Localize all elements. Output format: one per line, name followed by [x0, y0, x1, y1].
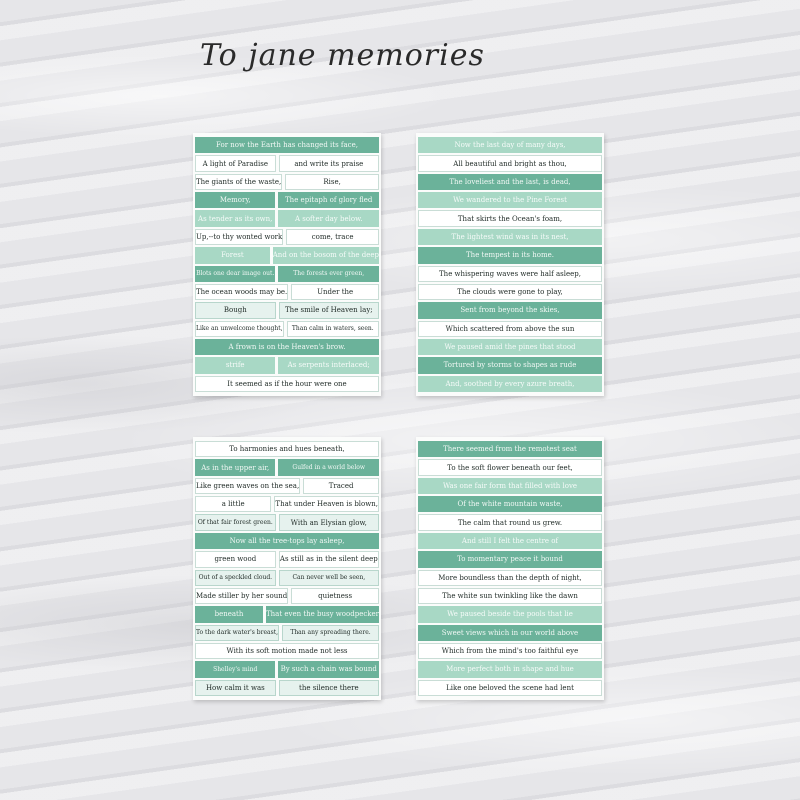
sticker-row [416, 320, 604, 338]
word-sticker: And still I felt the centre of [418, 533, 602, 549]
word-sticker: Out of a speckled cloud. [195, 570, 276, 586]
sticker-row [193, 283, 381, 301]
word-sticker: The ocean woods may be. [195, 284, 288, 300]
sticker-sheet-top-right [416, 133, 604, 396]
sticker-sheet-bottom-right [416, 437, 604, 700]
word-sticker: That skirts the Ocean's foam, [418, 210, 602, 226]
sticker-sheet-bottom-left [193, 437, 381, 700]
word-sticker: The lightest wind was in its nest, [418, 229, 602, 245]
sticker-row [416, 356, 604, 374]
sticker-row [193, 154, 381, 172]
word-sticker: Shelley's mind [195, 661, 275, 677]
word-sticker: Gulfed in a world below [278, 459, 379, 475]
sticker-row [193, 320, 381, 338]
word-sticker: Sent from beyond the skies, [418, 302, 602, 318]
sticker-row [416, 569, 604, 587]
sticker-row [416, 173, 604, 191]
word-sticker: quietness [291, 588, 379, 604]
word-sticker: Can never well be seen, [279, 570, 379, 586]
word-sticker: The clouds were gone to play, [418, 284, 602, 300]
sticker-row [193, 356, 381, 374]
sticker-row [193, 642, 381, 660]
word-sticker: To the soft flower beneath our feet, [418, 459, 602, 475]
word-sticker: Under the [291, 284, 379, 300]
sticker-row [193, 477, 381, 495]
word-sticker: The tempest in its home. [418, 247, 602, 263]
word-sticker: There seemed from the remotest seat [418, 441, 602, 457]
sticker-row [193, 458, 381, 476]
word-sticker: Rise, [285, 174, 379, 190]
word-sticker: Traced [303, 478, 379, 494]
word-sticker: Of that fair forest green. [195, 514, 276, 530]
sticker-row [416, 477, 604, 495]
word-sticker: The loveliest and the last, is dead, [418, 174, 602, 190]
word-sticker: and write its praise [279, 155, 379, 171]
sticker-row [193, 660, 381, 678]
sticker-row [416, 495, 604, 513]
sticker-row [416, 587, 604, 605]
word-sticker: Which scattered from above the sun [418, 321, 602, 337]
word-sticker: Memory, [195, 192, 275, 208]
sticker-row [416, 605, 604, 623]
sticker-row [193, 569, 381, 587]
word-sticker: As in the upper air, [195, 459, 275, 475]
sticker-row [416, 209, 604, 227]
word-sticker: As serpents interlaced; [278, 357, 379, 373]
word-sticker: We paused amid the pines that stood [418, 339, 602, 355]
sticker-row [193, 191, 381, 209]
sticker-row [193, 209, 381, 227]
sticker-row [193, 246, 381, 264]
word-sticker: A frown is on the Heaven's brow. [195, 339, 379, 355]
sticker-row [193, 532, 381, 550]
word-sticker: That even the busy woodpecker [266, 606, 379, 622]
word-sticker: beneath [195, 606, 263, 622]
sticker-row [416, 154, 604, 172]
word-sticker: With its soft motion made not less [195, 643, 379, 659]
sticker-row [416, 440, 604, 458]
word-sticker: It seemed as if the hour were one [195, 376, 379, 392]
sticker-row [193, 375, 381, 393]
word-sticker: With an Elysian glow, [279, 514, 379, 530]
sticker-row [193, 679, 381, 697]
sticker-row [416, 191, 604, 209]
word-sticker: green wood [195, 551, 276, 567]
word-sticker: The forests ever green, [278, 266, 379, 282]
sticker-row [416, 513, 604, 531]
sticker-row [416, 265, 604, 283]
sticker-row [416, 228, 604, 246]
word-sticker: Blots one dear image out. [195, 266, 275, 282]
word-sticker: Than calm in waters, seen. [287, 321, 379, 337]
sticker-row [416, 458, 604, 476]
word-sticker: To the dark water's breast, [195, 625, 279, 641]
word-sticker: Than any spreading there. [282, 625, 379, 641]
sticker-row [416, 301, 604, 319]
sticker-row [193, 605, 381, 623]
word-sticker: Like an unwelcome thought, [195, 321, 284, 337]
sticker-sheet-top-left [193, 133, 381, 396]
sticker-row [416, 375, 604, 393]
sticker-row [193, 587, 381, 605]
word-sticker: Forest [195, 247, 270, 263]
sticker-row [193, 550, 381, 568]
sticker-row [193, 495, 381, 513]
word-sticker: The whispering waves were half asleep, [418, 266, 602, 282]
sticker-row [416, 338, 604, 356]
sticker-row [416, 550, 604, 568]
word-sticker: strife [195, 357, 275, 373]
word-sticker: Was one fair form that filled with love [418, 478, 602, 494]
word-sticker: Bough [195, 302, 276, 318]
word-sticker: The smile of Heaven lay; [279, 302, 379, 318]
word-sticker: As still as in the silent deep [279, 551, 379, 567]
sticker-row [416, 136, 604, 154]
word-sticker: And on the bosom of the deep [273, 247, 379, 263]
sticker-row [416, 532, 604, 550]
word-sticker: Now all the tree-tops lay asleep, [195, 533, 379, 549]
word-sticker: For now the Earth has changed its face, [195, 137, 379, 153]
word-sticker: The calm that round us grew. [418, 514, 602, 530]
sticker-row [193, 136, 381, 154]
sticker-row [416, 283, 604, 301]
sticker-row [193, 513, 381, 531]
word-sticker: That under Heaven is blown, [274, 496, 379, 512]
word-sticker: Up,--to thy wonted work [195, 229, 283, 245]
word-sticker: Of the white mountain waste, [418, 496, 602, 512]
word-sticker: We wandered to the Pine Forest [418, 192, 602, 208]
sticker-row [193, 624, 381, 642]
sticker-row [416, 660, 604, 678]
word-sticker: Sweet views which in our world above [418, 625, 602, 641]
word-sticker: We paused beside the pools that lie [418, 606, 602, 622]
sticker-row [193, 228, 381, 246]
word-sticker: To harmonies and hues beneath, [195, 441, 379, 457]
sticker-row [193, 173, 381, 191]
word-sticker: All beautiful and bright as thou, [418, 155, 602, 171]
word-sticker: As tender as its own, [195, 210, 275, 226]
word-sticker: By such a chain was bound [278, 661, 379, 677]
word-sticker: And, soothed by every azure breath, [418, 376, 602, 392]
word-sticker: the silence there [279, 680, 379, 696]
word-sticker: Which from the mind's too faithful eye [418, 643, 602, 659]
word-sticker: Made stiller by her sound [195, 588, 288, 604]
word-sticker: Like green waves on the sea, [195, 478, 300, 494]
page-title: To jane memories [200, 38, 485, 73]
word-sticker: Like one beloved the scene had lent [418, 680, 602, 696]
word-sticker: The giants of the waste, [195, 174, 282, 190]
word-sticker: a little [195, 496, 271, 512]
word-sticker: How calm it was [195, 680, 276, 696]
word-sticker: Now the last day of many days, [418, 137, 602, 153]
word-sticker: come, trace [286, 229, 379, 245]
sticker-row [416, 642, 604, 660]
word-sticker: The epitaph of glory fled [278, 192, 379, 208]
word-sticker: More boundless than the depth of night, [418, 570, 602, 586]
sticker-row [416, 624, 604, 642]
sticker-row [416, 679, 604, 697]
sticker-row [193, 338, 381, 356]
sticker-row [193, 301, 381, 319]
sticker-row [193, 265, 381, 283]
word-sticker: A softer day below. [278, 210, 379, 226]
sticker-row [193, 440, 381, 458]
word-sticker: To momentary peace it bound [418, 551, 602, 567]
word-sticker: A light of Paradise [195, 155, 276, 171]
sticker-row [416, 246, 604, 264]
word-sticker: The white sun twinkling like the dawn [418, 588, 602, 604]
word-sticker: Tortured by storms to shapes as rude [418, 357, 602, 373]
word-sticker: More perfect both in shape and hue [418, 661, 602, 677]
